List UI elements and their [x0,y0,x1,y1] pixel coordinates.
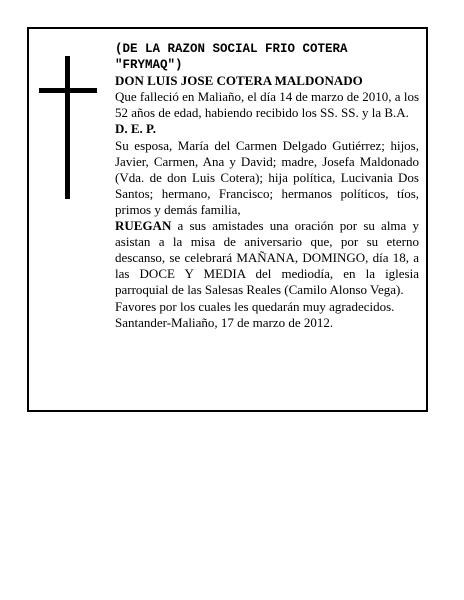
family-list: Su esposa, María del Carmen Delgado Gutiérrez; hijos, Javier, Carmen, Ana y David; madre, Josefa Maldonado (Vda. de don Luis Cotera); hija política, Lucivania Dos Santos; hermano, Francisco; hermanos políticos, tíos, primos y demás familia, [115,137,419,217]
death-statement: Que falleció en Maliaño, el día 14 de marzo de 2010, a los 52 años de edad, habiendo recibido los SS. SS. y la B.A. [115,89,419,121]
cross-icon [39,56,99,199]
request-text: a sus amistades una oración por su alma y asistan a la misa de aniversario que, por su eterno descanso, se celebrará MAÑANA, DOMINGO, día 18, a las DOCE Y MEDIA del mediodía, en la iglesia parroquial de las Salesas Reales (Camilo Alonso Vega). [115,218,419,298]
obituary-notice [27,27,428,412]
place-date: Santander-Maliaño, 17 de marzo de 2012. [115,314,334,330]
request-word: RUEGAN [115,218,172,234]
notice-text [115,41,419,331]
request-paragraph [115,218,419,298]
dep-line: D. E. P. [115,121,157,137]
thanks-line: Favores por los cuales les quedarán muy agradecidos. [115,298,395,314]
cross-horizontal-bar [39,88,97,93]
cross-vertical-bar [65,56,70,199]
company-header-line-1: (DE LA RAZON SOCIAL FRIO COTERA [115,42,348,56]
company-header-line-2: "FRYMAQ") [115,58,183,73]
deceased-name: DON LUIS JOSE COTERA MALDONADO [115,73,363,89]
